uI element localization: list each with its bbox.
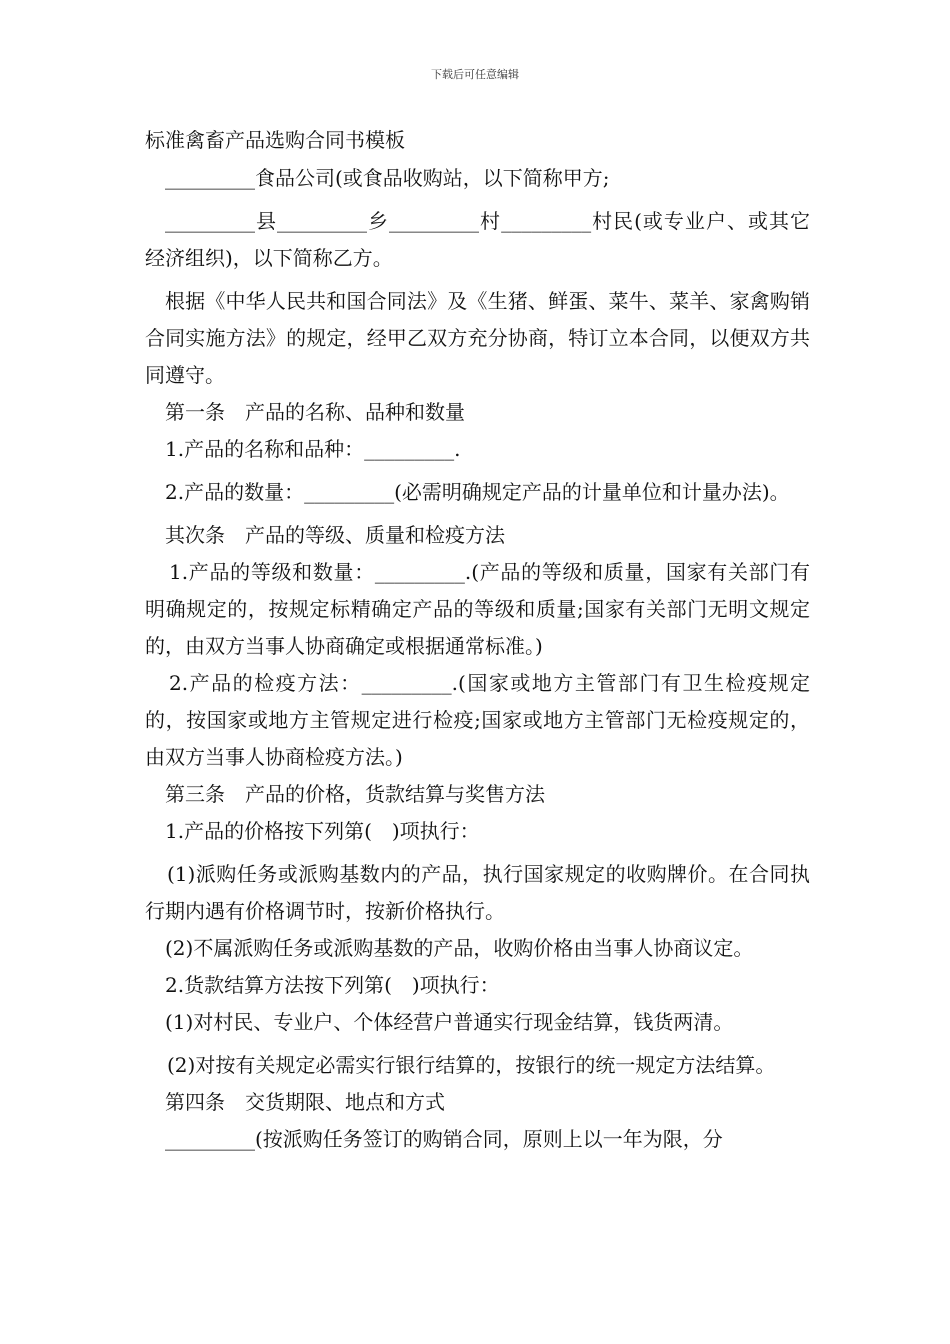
party-a-line: _________食品公司(或食品收购站，以下简称甲方; — [165, 166, 610, 190]
clause-paragraph: (1)派购任务或派购基数内的产品，执行国家规定的收购牌价。在合同执行期内遇有价格调节时，按新价格执行。 — [145, 862, 810, 923]
contract-document — [145, 126, 810, 1158]
clause-paragraph: 1.产品的名称和品种：_________. — [165, 437, 461, 461]
clause-paragraph: 1.产品的等级和数量：_________.(产品的等级和质量，国家有关部门有明确规定的，按规定标精确定产品的等级和质量;国家有关部门无明文规定的，由双方当事人协商确定或根据通常标准。) — [145, 560, 810, 658]
clause-paragraph: 1.产品的价格按下列第( )项执行： — [165, 819, 480, 843]
clause-paragraph: 2.产品的检疫方法：_________.(国家或地方主管部门有卫生检疫规定的，按国家或地方主管规定进行检疫;国家或地方主管部门无检疫规定的，由双方当事人协商检疫方法。) — [145, 671, 810, 769]
clause-paragraph: (1)对村民、专业户、个体经营户普通实行现金结算，钱货两清。 — [165, 1010, 734, 1034]
article-heading: 第四条 交货期限、地点和方式 — [165, 1090, 445, 1114]
clause-paragraph: _________(按派购任务签订的购销合同，原则上以一年为限，分 — [165, 1127, 723, 1151]
clause-paragraph: (2)对按有关规定必需实行银行结算的，按银行的统一规定方法结算。 — [167, 1053, 776, 1077]
article-heading: 第三条 产品的价格，货款结算与奖售方法 — [165, 782, 545, 806]
article-heading: 第一条 产品的名称、品种和数量 — [165, 400, 465, 424]
page-header: 下载后可任意编辑 — [431, 68, 519, 81]
clause-paragraph: 2.货款结算方法按下列第( )项执行： — [165, 973, 500, 997]
clause-paragraph: 2.产品的数量：_________(必需明确规定产品的计量单位和计量办法)。 — [165, 480, 790, 504]
preamble-paragraph: 根据《中华人民共和国合同法》及《生猪、鲜蛋、菜牛、菜羊、家禽购销合同实施方法》的规定，经甲乙双方充分协商，特订立本合同，以便双方共同遵守。 — [145, 289, 810, 387]
party-b-line: _________县_________乡_________村_________村民(或专业户、或其它经济组织)，以下简称乙方。 — [145, 209, 810, 270]
article-heading: 其次条 产品的等级、质量和检疫方法 — [165, 523, 505, 547]
clause-paragraph: (2)不属派购任务或派购基数的产品，收购价格由当事人协商议定。 — [165, 936, 754, 960]
document-title: 标准禽畜产品选购合同书模板 — [145, 128, 405, 152]
